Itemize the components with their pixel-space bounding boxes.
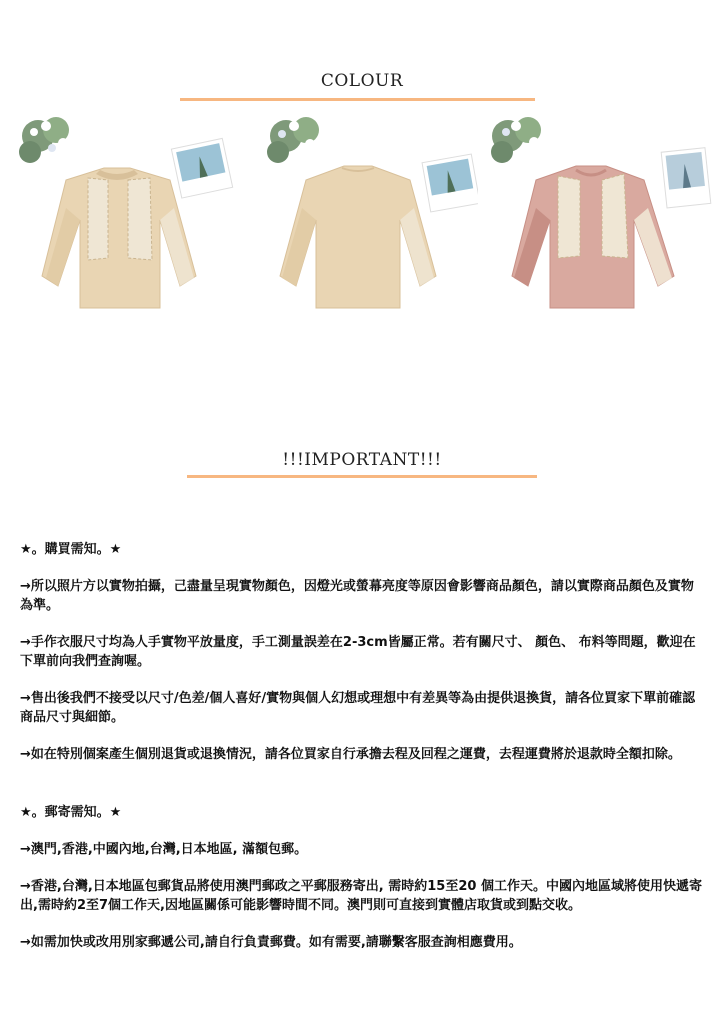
shipping-notice-title: ★。郵寄需知。★ (20, 805, 122, 820)
postcard-icon (171, 138, 232, 198)
important-divider (187, 475, 537, 478)
product-photo-pink-front (484, 108, 716, 333)
postcard-icon (661, 148, 711, 208)
purchase-notice-item: →所以照片方以實物拍攝，己盡量呈現實物顏色，因燈光或螢幕亮度等原因會影響商品顏色，請以實際商品顏色及實物為準。 (20, 579, 694, 613)
shipping-notice-item: →澳門,香港,中國內地,台灣,日本地區, 滿額包郵。 (20, 842, 308, 857)
flower-bouquet-icon (267, 117, 319, 163)
section-spacer (20, 782, 704, 803)
purchase-notice-item: →手作衣服尺寸均為人手實物平放量度，手工測量誤差在2-3cm皆屬正常。若有關尺寸、 顏色、 布料等問題，歡迎在下單前向我們查詢喔。 (20, 635, 696, 669)
purchase-notice-item: →如在特別個案產生個別退貨或退換情況，請各位買家自行承擔去程及回程之運費，去程運費將於退款時全額扣除。 (20, 747, 681, 762)
sweater-illustration (246, 108, 478, 333)
sweater-illustration (484, 108, 716, 333)
colour-heading: COLOUR (320, 71, 404, 91)
product-photo-beige-back (246, 108, 478, 333)
colour-divider (180, 98, 535, 101)
purchase-notice-item: →售出後我們不接受以尺寸/色差/個人喜好/實物與個人幻想或理想中有差異等為由提供退換貨，請各位買家下單前確認商品尺寸與細節。 (20, 691, 696, 725)
shipping-notice-item: →香港,台灣,日本地區包郵貨品將使用澳門郵政之平郵服務寄出, 需時約15至20 個工作天。中國內地區域將使用快遞寄出,需時約2至7個工作天,因地區關係可能影響時間不同。澳門則可直接到實體店取貨或到點交收。 (20, 879, 702, 913)
sweater-illustration (8, 108, 240, 333)
shipping-notice-item: →如需加快或改用別家郵遞公司,請自行負責郵費。如有需要,請聯繫客服查詢相應費用。 (20, 935, 522, 950)
flower-bouquet-icon (19, 117, 69, 163)
notes-section (20, 540, 704, 970)
flower-bouquet-icon (491, 117, 541, 163)
important-heading: !!!IMPORTANT!!! (282, 450, 442, 470)
purchase-notice-title: ★。購買需知。★ (20, 542, 122, 557)
product-photo-beige-front (8, 108, 240, 333)
postcard-icon (422, 154, 478, 212)
